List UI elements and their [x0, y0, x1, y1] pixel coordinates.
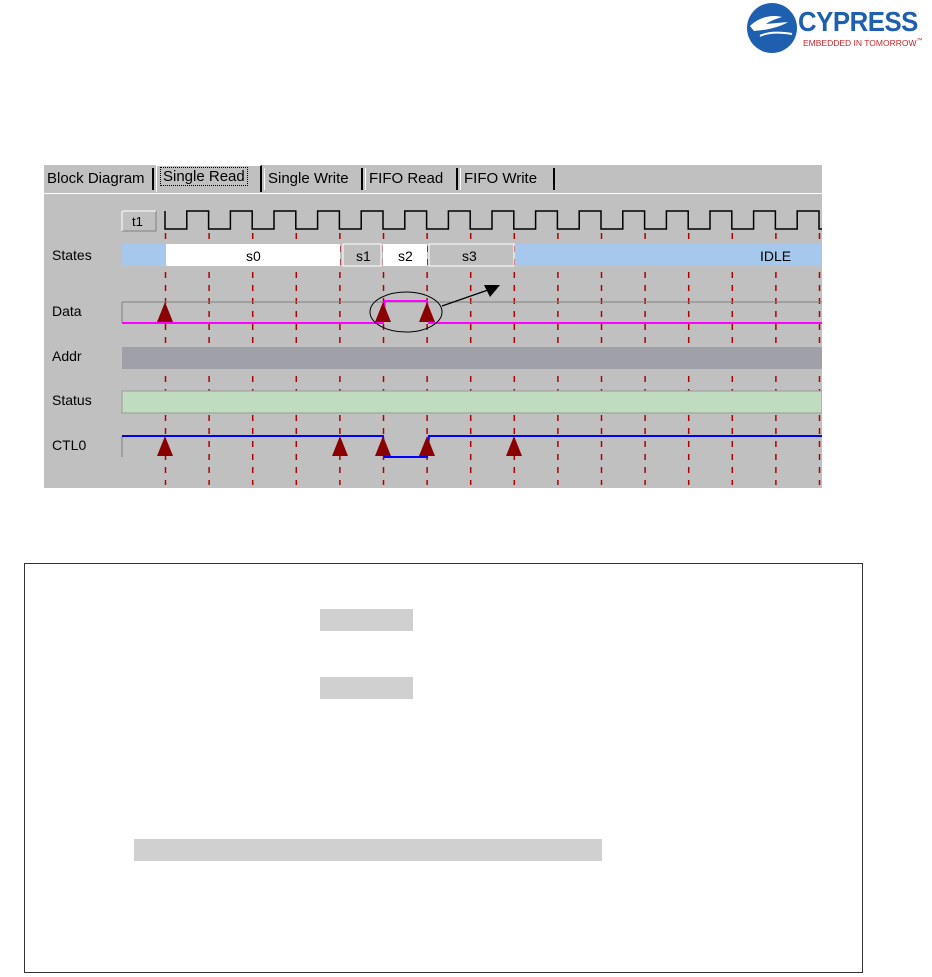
time-marker-label: t1 — [132, 214, 143, 229]
cypress-globe-icon — [740, 0, 800, 58]
timing-window — [44, 165, 822, 488]
state-label-s2: s2 — [398, 248, 413, 264]
row-label-data: Data — [52, 303, 82, 319]
state-label-s3: s3 — [462, 248, 477, 264]
row-label-addr: Addr — [52, 348, 82, 364]
event-marker-icon[interactable] — [419, 302, 435, 322]
row-label-ctl0: CTL0 — [52, 437, 87, 453]
state-label-s1: s1 — [356, 248, 371, 264]
event-marker-icon[interactable] — [375, 436, 391, 456]
tab-fifo-read[interactable]: FIFO Read — [365, 168, 458, 190]
event-marker-icon[interactable] — [157, 436, 173, 456]
ctl0-waveform — [122, 436, 822, 457]
state-label-idle: IDLE — [760, 248, 792, 264]
event-marker-icon[interactable] — [332, 436, 348, 456]
event-marker-icon[interactable] — [157, 302, 173, 322]
data-row-frame — [122, 302, 822, 323]
state-label-s0: s0 — [246, 248, 261, 264]
tab-single-write[interactable]: Single Write — [264, 168, 363, 190]
tab-fifo-write[interactable]: FIFO Write — [460, 168, 555, 190]
data-row — [122, 285, 822, 332]
row-label-status: Status — [52, 392, 92, 408]
cypress-brand-text: CYPRESS — [798, 6, 918, 37]
trademark-symbol: ™ — [916, 38, 923, 45]
timing-diagram — [44, 165, 822, 488]
redacted-block-1 — [320, 609, 413, 631]
state-segment-pre — [122, 244, 166, 266]
states-row — [122, 244, 822, 266]
clock-waveform — [165, 211, 822, 229]
empty-figure-frame — [24, 563, 863, 973]
row-label-states: States — [52, 247, 92, 263]
tab-block-diagram[interactable]: Block Diagram — [44, 168, 154, 190]
event-marker-icon[interactable] — [506, 436, 522, 456]
tagline-text: EMBEDDED IN TOMORROW — [803, 38, 917, 48]
time-marker-button[interactable] — [122, 211, 156, 231]
addr-bar — [122, 347, 822, 369]
status-bar — [122, 391, 822, 413]
redacted-block-3 — [134, 839, 602, 861]
pointer-arrow-line — [442, 290, 488, 306]
event-marker-icon[interactable] — [375, 302, 391, 322]
tab-single-read-label: Single Read — [160, 167, 248, 186]
event-marker-icon[interactable] — [419, 436, 435, 456]
cypress-tagline — [803, 38, 923, 48]
data-waveform — [122, 301, 822, 323]
redacted-block-2 — [320, 677, 413, 699]
ctl0-row — [122, 436, 822, 457]
